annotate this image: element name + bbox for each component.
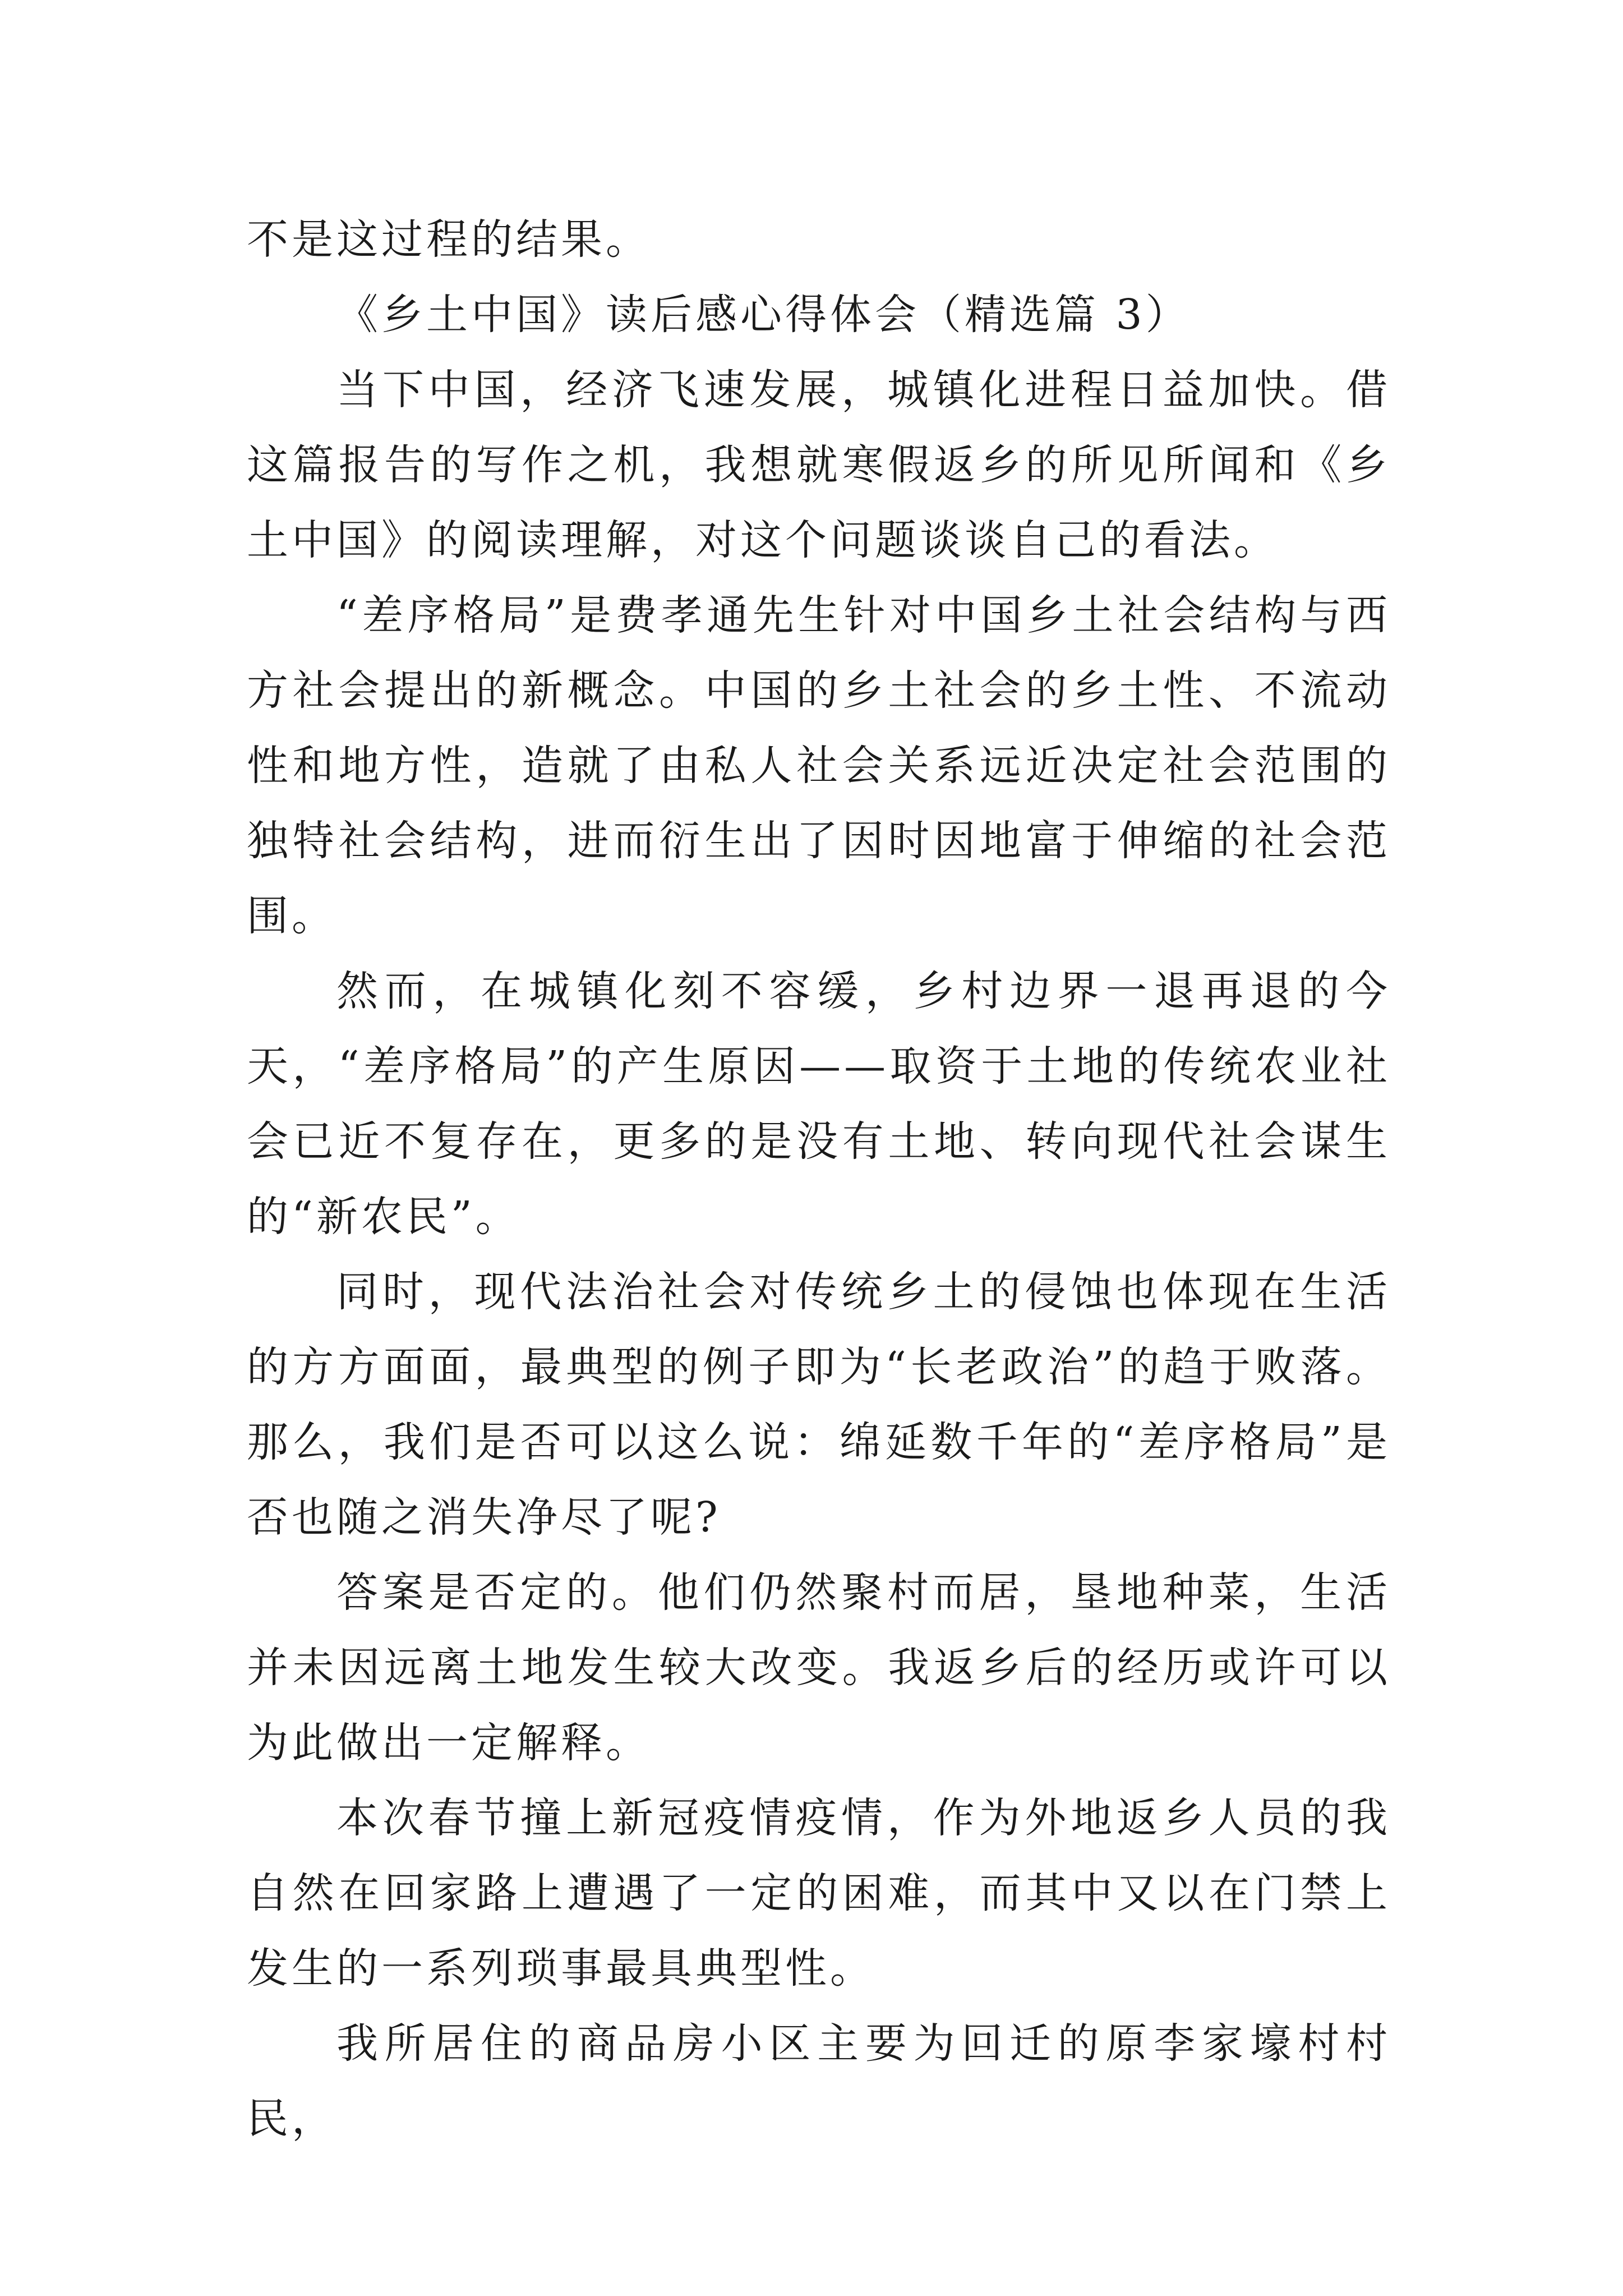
paragraph: 我所居住的商品房小区主要为回迁的原李家壕村村民， <box>247 2019 1391 2143</box>
paragraph: 同时，现代法治社会对传统乡土的侵蚀也体现在生活的方方面面，最典型的例子即为“长老政治”的趋于败落。那么，我们是否可以这么说：绵延数千年的“差序格局”是否也随之消失净尽了呢? <box>247 1268 1391 1542</box>
section-heading: 《乡土中国》读后感心得体会（精选篇 3） <box>336 291 1191 339</box>
paragraph-continuation: 不是这过程的结果。 <box>247 215 651 264</box>
paragraph: “差序格局”是费孝通先生针对中国乡土社会结构与西方社会提出的新概念。中国的乡土社会的乡土性、不流动性和地方性，造就了由私人社会关系远近决定社会范围的独特社会结构，进而衍生出了因时因地富于伸缩的社会范围。 <box>247 591 1391 940</box>
document-body <box>247 202 1391 2156</box>
paragraph: 本次春节撞上新冠疫情疫情，作为外地返乡人员的我自然在回家路上遭遇了一定的困难，而其中又以在门禁上发生的一系列琐事最具典型性。 <box>247 1794 1391 1993</box>
paragraph: 当下中国，经济飞速发展，城镇化进程日益加快。借这篇报告的写作之机，我想就寒假返乡的所见所闻和《乡土中国》的阅读理解，对这个问题谈谈自己的看法。 <box>247 366 1391 564</box>
paragraph: 然而，在城镇化刻不容缓，乡村边界一退再退的今天，“差序格局”的产生原因——取资于土地的传统农业社会已近不复存在，更多的是没有土地、转向现代社会谋生的“新农民”。 <box>247 967 1391 1241</box>
paragraph: 答案是否定的。他们仍然聚村而居，垦地种菜，生活并未因远离土地发生较大改变。我返乡后的经历或许可以为此做出一定解释。 <box>247 1568 1391 1767</box>
